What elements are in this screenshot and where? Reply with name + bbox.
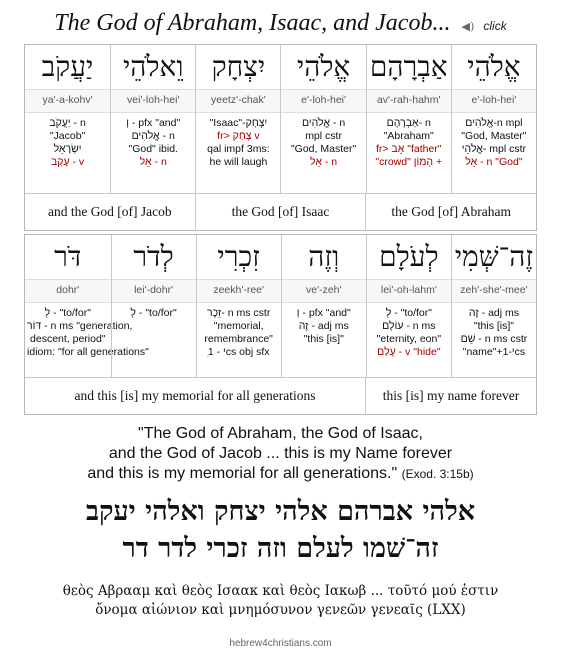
word-column	[451, 45, 536, 193]
grammar-line: "this [is]"	[303, 333, 344, 345]
grammar-line: אֱלֹהִים - n	[131, 130, 175, 142]
transliteration: av'-rah-hahm'	[367, 89, 451, 113]
hebrew-word: זִכְרִי	[217, 240, 260, 273]
hebrew-verse-line: אלהי אברהם אלהי יצחק ואלהי יעקב	[85, 496, 476, 527]
grammar-notes	[111, 113, 195, 193]
greek-lxx	[0, 582, 561, 620]
grammar-line: יַעֲקֹב - n	[49, 117, 86, 129]
grammar-notes	[197, 303, 281, 377]
hebrew-word: וְזֶה	[308, 240, 340, 273]
grammar-line: עָקַב - v	[50, 156, 85, 168]
grammar-notes	[281, 113, 365, 193]
grammar-notes	[196, 113, 280, 193]
quote-line: and this is my memorial for all generations."	[87, 465, 398, 482]
transliteration: dohr'	[25, 279, 111, 303]
hebrew-word: יִצְחָק	[211, 50, 266, 83]
grammar-line: "God, Master"	[290, 143, 357, 155]
grammar-line: אֱלֹהִים - n	[301, 117, 346, 129]
word-column	[366, 45, 451, 193]
grammar-line: "crowd" הָמוֹן +	[375, 156, 443, 168]
grammar-line: לְ - "to/for"	[44, 307, 91, 319]
grammar-notes	[25, 303, 149, 377]
word-column	[110, 45, 195, 193]
grammar-line: שֵׁם - n ms cstr	[460, 333, 528, 345]
grammar-line: fr> צָחַק v	[217, 130, 260, 142]
transliteration: e'-loh-hei'	[281, 89, 365, 113]
grammar-line: "this [is]"	[473, 320, 515, 332]
grammar-line: זֶה - adj ms	[468, 307, 519, 319]
scripture-reference: (Exod. 3:15b)	[401, 467, 474, 481]
grammar-line: אֱלֹהִים-n mpl	[465, 117, 523, 129]
greek-line: θεὸς Αβρααμ καὶ θεὸς Ισαακ καὶ θεὸς Ιακωβ ... τοῦτό μού ἐστιν	[62, 583, 499, 599]
audio-click-link[interactable]: click	[483, 19, 507, 33]
grammar-line: זֶה - adj ms	[298, 320, 349, 332]
grammar-line: לְ - "to/for"	[385, 307, 432, 319]
transliteration: e'-loh-hei'	[452, 89, 536, 113]
site-footer: hebrew4christians.com	[229, 638, 332, 649]
word-table-2	[24, 234, 537, 415]
word-column	[280, 45, 365, 193]
grammar-line: ִי - 1cs obj sfx	[207, 346, 270, 358]
grammar-notes	[367, 113, 451, 193]
transliteration: vei'-loh-hei'	[111, 89, 195, 113]
hebrew-word: לְדֹר	[133, 240, 174, 273]
grammar-notes	[282, 303, 366, 377]
grammar-line: "God, Master"	[461, 130, 527, 142]
grammar-line: "eternity, eon"	[376, 333, 442, 345]
grammar-line: יִשְׂרָאֵל	[53, 143, 82, 155]
grammar-line: אֵל - n	[310, 156, 338, 168]
word-column	[366, 235, 451, 377]
transliteration: zeh'-she'-mee'	[452, 279, 536, 303]
hebrew-word: דֹּר	[54, 240, 82, 273]
grammar-line: "Jacob"	[49, 130, 86, 142]
grammar-line: אֱלֹהֵי- mpl cstr	[461, 143, 527, 155]
grammar-notes	[367, 303, 451, 377]
grammar-line: וְ - pfx "and"	[126, 117, 181, 129]
word-column	[196, 235, 281, 377]
hebrew-word: אַבְרָהָם	[369, 50, 448, 83]
grammar-line: descent, period"	[30, 333, 106, 345]
word-table-1	[24, 44, 537, 231]
grammar-line: he will laugh	[209, 156, 268, 168]
grammar-line: עָלַם - v "hide"	[377, 346, 441, 358]
quote-line: "The God of Abraham, the God of Isaac,	[138, 425, 423, 442]
grammar-line: אַבְרָהָם- n	[386, 117, 431, 129]
phrase-translation: the God [of] Isaac	[195, 194, 366, 231]
word-column	[25, 45, 110, 193]
phrase-translation: and this [is] my memorial for all generations	[74, 388, 316, 403]
grammar-line: וְ - pfx "and"	[296, 307, 351, 319]
grammar-line: remembrance"	[204, 333, 273, 345]
header	[0, 10, 561, 44]
grammar-line: עוֹלָם - n ms	[382, 320, 436, 332]
grammar-line: זֵכֶר- n ms cstr	[207, 307, 271, 319]
grammar-notes	[112, 303, 196, 377]
hebrew-verse-line: זה־שׁמו לעלם וזה זכרי לדר דר	[122, 533, 439, 564]
grammar-notes	[25, 113, 110, 193]
transliteration: lei'-dohr'	[112, 279, 196, 303]
grammar-line: דּוֹר - n ms "generation,	[27, 320, 133, 332]
word-column	[281, 235, 366, 377]
transliteration: ya'-a-kohv'	[25, 89, 110, 113]
grammar-line: qal impf 3ms:	[207, 143, 270, 155]
grammar-notes	[452, 303, 536, 377]
grammar-line: "God" ibid.	[128, 143, 178, 155]
hebrew-word: זֶה־שְּׁמִי	[454, 240, 534, 273]
transliteration: lei'-oh-lahm'	[367, 279, 451, 303]
quote-line-with-ref	[0, 464, 561, 484]
grammar-line: לְ - "to/for"	[130, 307, 177, 319]
hebrew-word: לְעֹלָם	[379, 240, 439, 273]
grammar-notes	[452, 113, 536, 193]
grammar-line: אֵל - n "God"	[465, 156, 523, 168]
grammar-line: אֵל - n	[139, 156, 167, 168]
word-column	[451, 235, 536, 377]
hebrew-word: אֱלֹהֵי	[296, 50, 351, 83]
grammar-line: "Abraham"	[383, 130, 434, 142]
transliteration: zeekh'-ree'	[197, 279, 281, 303]
grammar-line: mpl cstr	[305, 130, 342, 142]
hebrew-word: וֵאלֹהֵי	[122, 50, 184, 83]
transliteration: ve'-zeh'	[282, 279, 366, 303]
grammar-line: idiom: "for all generations"	[27, 346, 149, 358]
english-quote	[0, 424, 561, 484]
grammar-line: "Isaac"-יִצְחָק	[209, 117, 268, 129]
page-title: The God of Abraham, Isaac, and Jacob...	[54, 10, 451, 36]
hebrew-word: אֱלֹהֵי	[467, 50, 521, 83]
grammar-line: fr> אָב "father"	[375, 143, 442, 155]
greek-line: ὄνομα αἰώνιον καὶ μνημόσυνον γενεῶν γενεαῖς (LXX)	[95, 602, 466, 618]
grammar-line: "name"+ִי-1cs	[462, 346, 526, 358]
quote-line: and the God of Jacob ... this is my Name forever	[108, 445, 453, 462]
word-column	[195, 45, 280, 193]
transliteration: yeetz'-chak'	[196, 89, 280, 113]
grammar-line: "memorial,	[213, 320, 264, 332]
word-column	[25, 235, 149, 377]
word-column	[111, 235, 196, 377]
phrase-translation: the God [of] Abraham	[365, 194, 536, 231]
hebrew-word: יַעֲקֹב	[41, 50, 94, 83]
phrase-translation: this [is] my name forever	[365, 378, 536, 415]
speaker-icon[interactable]: ◀)	[461, 20, 475, 33]
phrase-translation: and the God [of] Jacob	[47, 204, 172, 219]
